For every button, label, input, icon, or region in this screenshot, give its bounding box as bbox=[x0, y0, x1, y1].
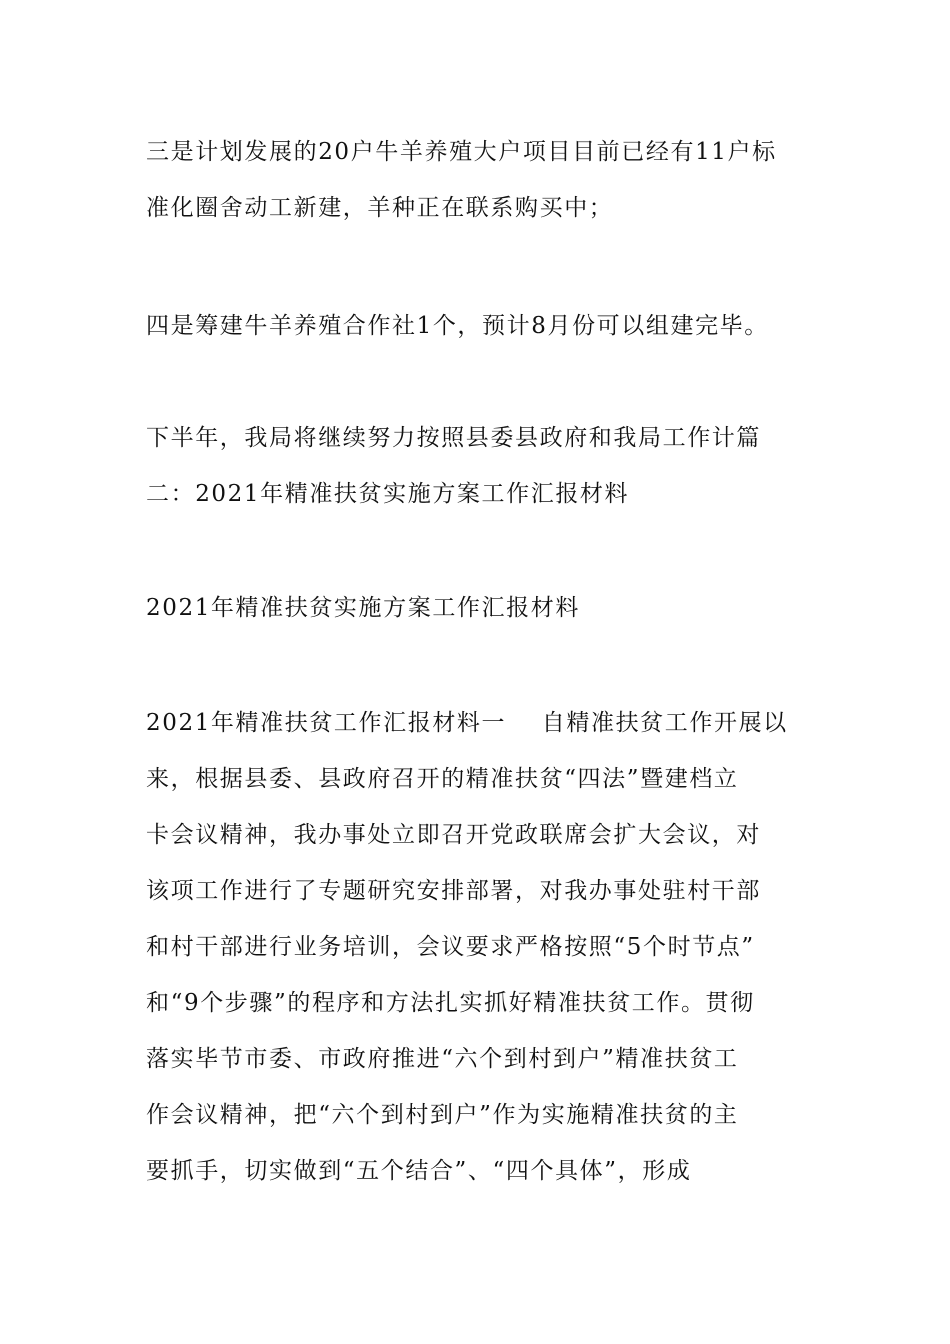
text-line: 卡会议精神，我办事处立即召开党政联席会扩大会议，对 bbox=[146, 822, 761, 848]
text-line: 和村干部进行业务培训，会议要求严格按照“5个时节点” bbox=[146, 934, 755, 960]
text-line: 2021年精准扶贫实施方案工作汇报材料 bbox=[146, 595, 580, 621]
paragraph-second-half bbox=[146, 410, 810, 522]
text-line: 下半年，我局将继续努力按照县委县政府和我局工作计篇 bbox=[146, 425, 761, 451]
paragraph-cooperative bbox=[146, 298, 810, 354]
text-line: 三是计划发展的20户牛羊养殖大户项目目前已经有11户标 bbox=[146, 139, 777, 165]
text-line: 作会议精神，把“六个到村到户”作为实施精准扶贫的主 bbox=[146, 1102, 739, 1128]
text-line: 2021年精准扶贫工作汇报材料一 自精准扶贫工作开展以 bbox=[146, 710, 788, 736]
text-line: 落实毕节市委、市政府推进“六个到村到户”精准扶贫工 bbox=[146, 1046, 739, 1072]
text-line: 该项工作进行了专题研究安排部署，对我办事处驻村干部 bbox=[146, 878, 761, 904]
section-heading bbox=[146, 580, 810, 636]
text-line: 二：2021年精准扶贫实施方案工作汇报材料 bbox=[146, 481, 630, 507]
text-line: 要抓手，切实做到“五个结合”、“四个具体”，形成 bbox=[146, 1158, 692, 1184]
paragraph-report-body bbox=[146, 695, 810, 1199]
text-line: 和“9个步骤”的程序和方法扎实抓好精准扶贫工作。贯彻 bbox=[146, 990, 755, 1016]
paragraph-livestock-plan bbox=[146, 124, 810, 236]
text-line: 四是筹建牛羊养殖合作社1个，预计8月份可以组建完毕。 bbox=[146, 313, 769, 339]
text-line: 来，根据县委、县政府召开的精准扶贫“四法”暨建档立 bbox=[146, 766, 739, 792]
text-line: 准化圈舍动工新建，羊种正在联系购买中； bbox=[146, 195, 614, 221]
